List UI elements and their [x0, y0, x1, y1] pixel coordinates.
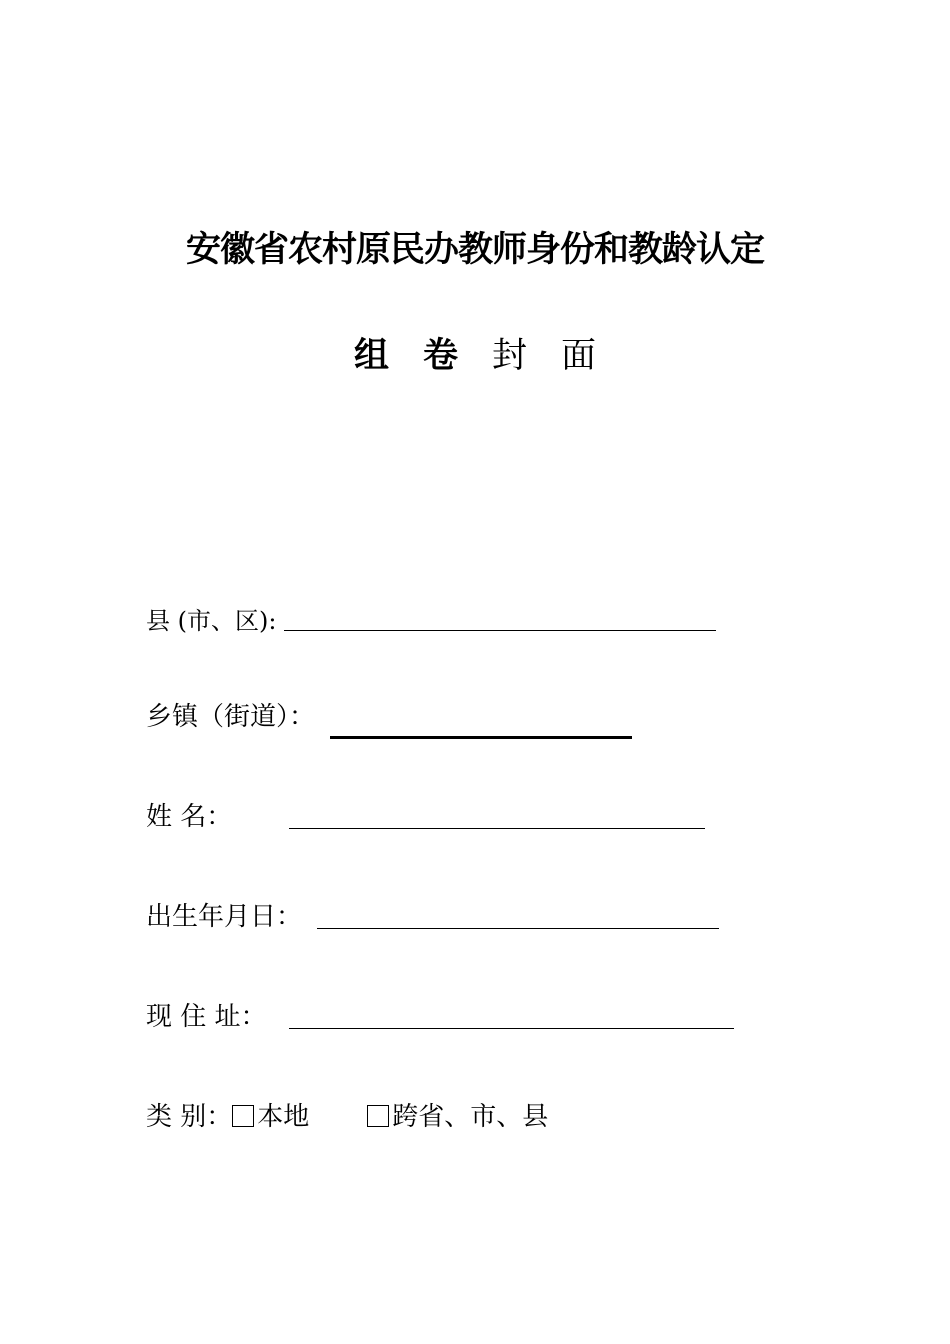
option-cross-region-label: 跨省、市、县: [392, 1102, 549, 1132]
address-input-line[interactable]: [289, 1028, 734, 1029]
address-label: 现 住 址：: [146, 1002, 267, 1032]
category-label: 类 别：: [146, 1102, 233, 1132]
subtitle-char: 组: [353, 336, 389, 376]
name-input-line[interactable]: [289, 828, 705, 829]
township-field: [146, 697, 646, 737]
checkbox-cross-region[interactable]: [367, 1105, 389, 1127]
county-field: [146, 600, 726, 640]
county-label: 县 (市、区):: [146, 607, 277, 635]
subtitle-char: 面: [561, 336, 597, 376]
name-field: [146, 797, 706, 837]
township-label: 乡镇（街道）：: [146, 702, 316, 732]
category-field: [146, 1096, 548, 1133]
checkbox-local[interactable]: [232, 1105, 254, 1127]
address-field: [146, 997, 746, 1037]
document-subtitle: [0, 328, 950, 378]
subtitle-char: 封: [492, 336, 528, 376]
county-input-line[interactable]: [284, 630, 716, 631]
birthdate-field: [146, 897, 726, 937]
subtitle-char: 卷: [422, 336, 458, 376]
name-label: 姓 名：: [146, 802, 233, 832]
birthdate-label: 出生年月日：: [146, 902, 303, 932]
document-title: 安徽省农村原民办教师身份和教龄认定: [185, 230, 764, 270]
township-input-line[interactable]: [330, 736, 632, 739]
birthdate-input-line[interactable]: [317, 928, 719, 929]
option-local-label: 本地: [257, 1102, 310, 1132]
